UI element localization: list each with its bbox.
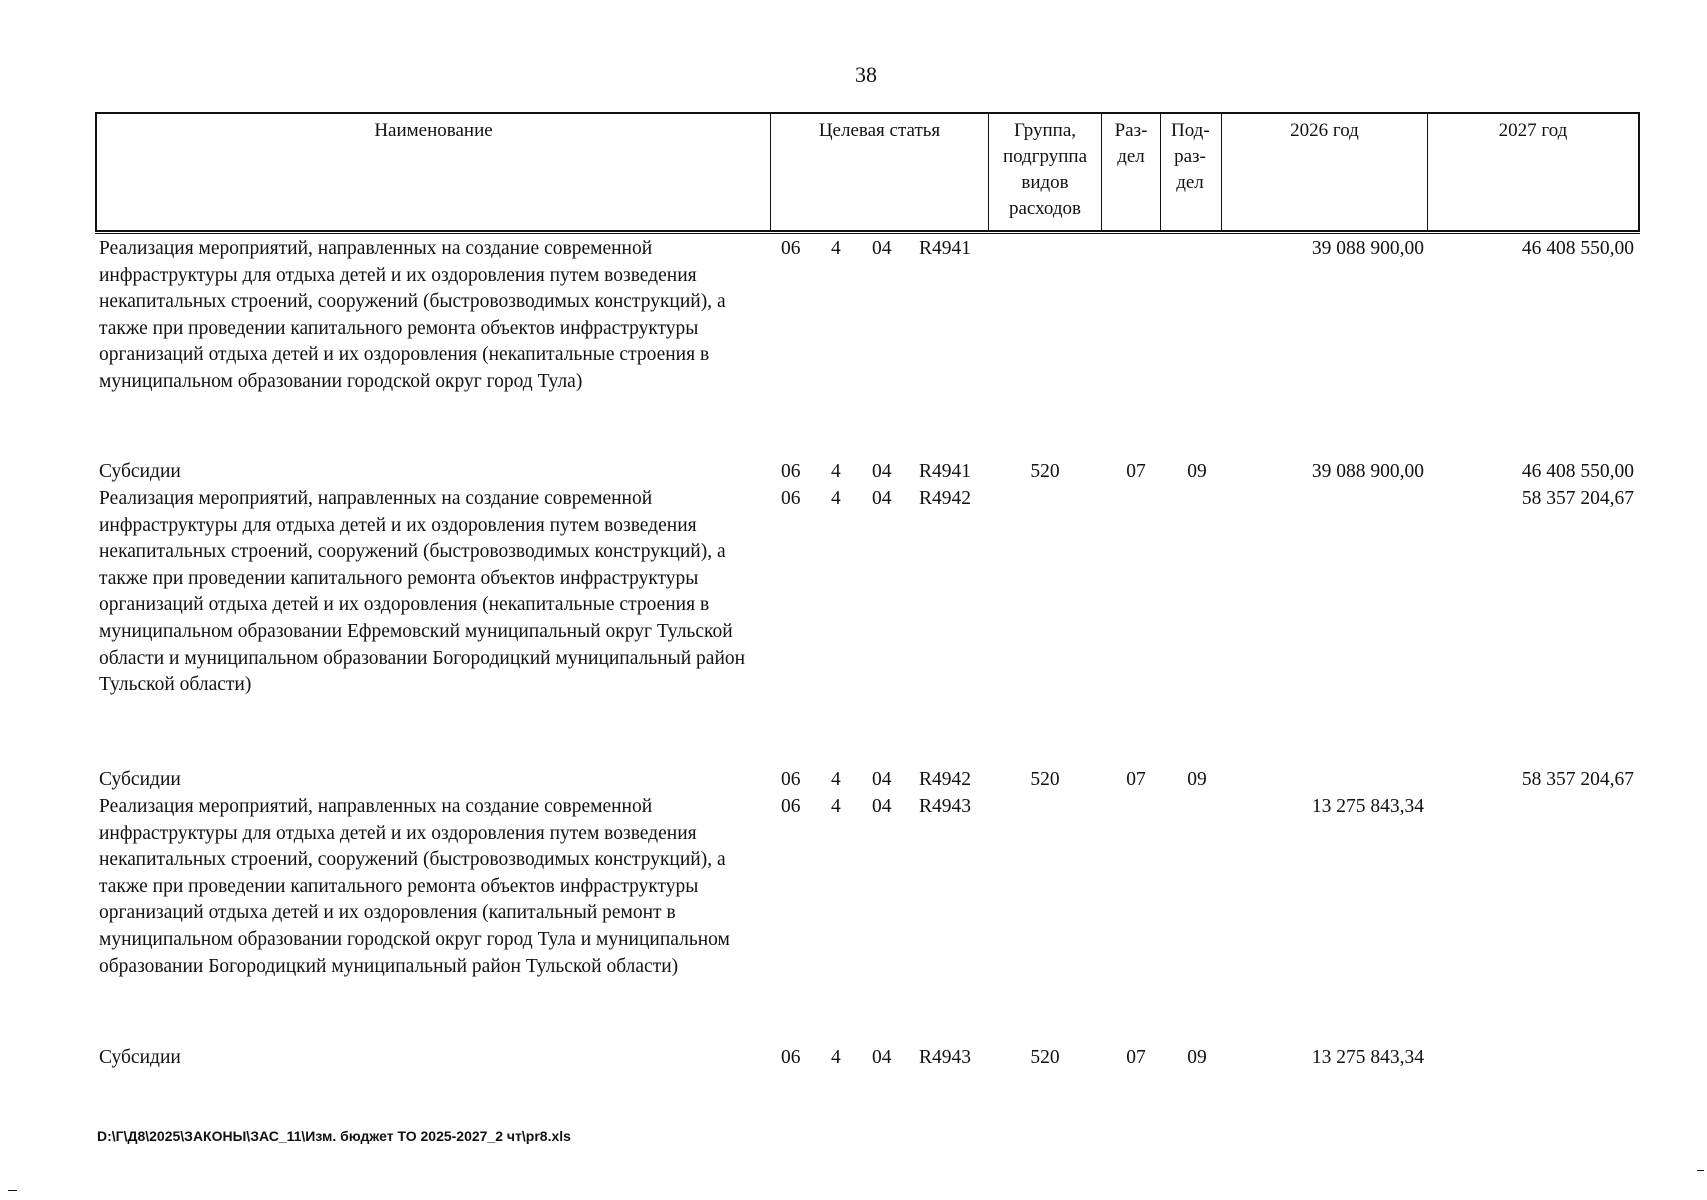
section-code: 07 xyxy=(1126,1047,1146,1068)
row-name: Реализация мероприятий, направленных на создание современной инфраструктуры для отдыха детей и их оздоровления путем возведения некапитальных строений, сооружений (быстровозводимых конструкций), а также при проведении капитального ремонта объектов инфраструктуры организаций отдыха детей и их оздоровления (некапитальные строения в муниципальном образовании Ефремовский муниципальный округ Тульской области и муниципальном образовании Богородицкий муниципальный район Тульской области) xyxy=(99,488,746,696)
target-article-part: 04 xyxy=(872,769,892,790)
subsection-code: 09 xyxy=(1187,1047,1207,1068)
subsection-code: 09 xyxy=(1187,461,1207,482)
amount-2027: 58 357 204,67 xyxy=(1521,488,1634,509)
amount-2027: 58 357 204,67 xyxy=(1521,769,1634,790)
header-divider xyxy=(95,233,1640,234)
page-number: 38 xyxy=(855,62,877,87)
target-article-part: 4 xyxy=(831,238,841,259)
target-article-part: 4 xyxy=(831,488,841,509)
header-name: Наименование xyxy=(374,120,493,141)
table-header xyxy=(95,112,1640,232)
scan-mark xyxy=(1697,1170,1704,1171)
header-subsection: Под- раз- дел xyxy=(1160,114,1221,230)
target-article-part: 06 xyxy=(781,238,801,259)
target-article-part: 06 xyxy=(781,1047,801,1068)
target-article-part: 06 xyxy=(781,488,801,509)
amount-2027: 46 408 550,00 xyxy=(1521,238,1634,259)
row-name: Субсидии xyxy=(99,769,181,790)
target-article-part: 4 xyxy=(831,796,841,817)
target-article-part: 06 xyxy=(781,769,801,790)
row-name: Субсидии xyxy=(99,1047,181,1068)
target-article-part: R4941 xyxy=(919,238,972,259)
target-article-part: 04 xyxy=(872,488,892,509)
target-article-part: 04 xyxy=(872,461,892,482)
target-article-part: R4943 xyxy=(919,1047,972,1068)
subsection-code: 09 xyxy=(1187,769,1207,790)
header-section: Раз- дел xyxy=(1101,114,1160,230)
scan-mark xyxy=(8,1190,17,1191)
target-article-part: R4942 xyxy=(919,488,972,509)
group-code: 520 xyxy=(1030,1047,1060,1068)
row-name: Реализация мероприятий, направленных на создание современной инфраструктуры для отдыха детей и их оздоровления путем возведения некапитальных строений, сооружений (быстровозводимых конструкций), а также при проведении капитального ремонта объектов инфраструктуры организаций отдыха детей и их оздоровления (некапитальные строения в муниципальном образовании городской округ город Тула) xyxy=(99,238,726,392)
row-name: Реализация мероприятий, направленных на создание современной инфраструктуры для отдыха детей и их оздоровления путем возведения некапитальных строений, сооружений (быстровозводимых конструкций), а также при проведении капитального ремонта объектов инфраструктуры организаций отдыха детей и их оздоровления (капитальный ремонт в муниципальном образовании городской округ город Тула и муниципальном образовании Богородицкий муниципальный район Тульской области) xyxy=(99,796,730,977)
target-article-part: R4942 xyxy=(919,769,972,790)
target-article-part: R4943 xyxy=(919,796,972,817)
amount-2026: 39 088 900,00 xyxy=(1311,238,1424,259)
section-code: 07 xyxy=(1126,461,1146,482)
amount-2026: 13 275 843,34 xyxy=(1311,796,1424,817)
target-article-part: 04 xyxy=(872,238,892,259)
target-article-part: 04 xyxy=(872,1047,892,1068)
group-code: 520 xyxy=(1030,461,1060,482)
target-article-part: 4 xyxy=(831,1047,841,1068)
footer-file-path: D:\Г\Д8\2025\ЗАКОНЫ\ЗАС_11\Изм. бюджет ТО 2025-2027_2 чт\pr8.xls xyxy=(97,1128,571,1144)
header-group: Группа, подгруппа видов расходов xyxy=(988,114,1101,230)
section-code: 07 xyxy=(1126,769,1146,790)
target-article-part: 4 xyxy=(831,769,841,790)
target-article-part: 4 xyxy=(831,461,841,482)
header-year-2026: 2026 год xyxy=(1221,114,1427,230)
group-code: 520 xyxy=(1030,769,1060,790)
target-article-part: 04 xyxy=(872,796,892,817)
amount-2027: 46 408 550,00 xyxy=(1521,461,1634,482)
amount-2026: 39 088 900,00 xyxy=(1311,461,1424,482)
amount-2026: 13 275 843,34 xyxy=(1311,1047,1424,1068)
target-article-part: 06 xyxy=(781,796,801,817)
target-article-part: 06 xyxy=(781,461,801,482)
row-name: Субсидии xyxy=(99,461,181,482)
target-article-part: R4941 xyxy=(919,461,972,482)
header-year-2027: 2027 год xyxy=(1427,114,1638,230)
header-target-article: Целевая статья xyxy=(770,114,988,230)
